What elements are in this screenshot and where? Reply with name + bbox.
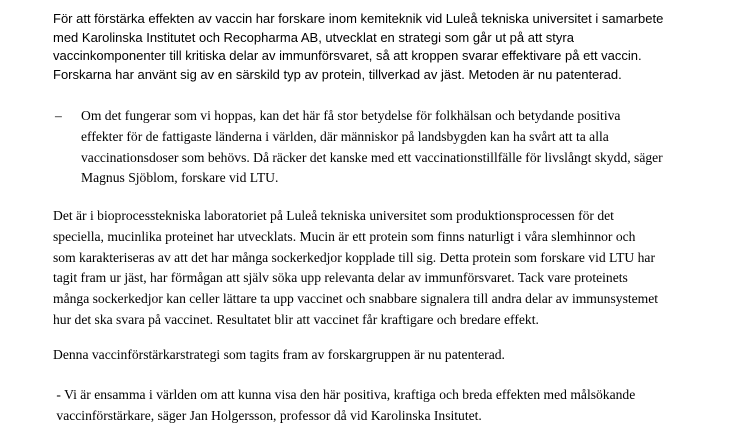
lead-line: Forskarna har använt sig av en särskild typ av protein, tillverkad av jäst. Metoden är nu patenterad. (53, 66, 622, 82)
quote-dash: – (55, 108, 62, 123)
body-line: många sockerkedjor kan celler lättare ta upp vaccinet och snabbare signalera till andra delar av immunsystemet (53, 291, 659, 307)
body-paragraph-patent (53, 345, 743, 366)
lead-line: vaccinkomponenter till kritiska delar av immunförsvaret, så att kroppen svarar effektivare på ett vaccin. (53, 48, 642, 63)
quote-line: vaccinförstärkare, säger Jan Holgersson, professor då vid Karolinska Insitutet. (53, 407, 482, 423)
quote-line: Magnus Sjöblom, forskare vid LTU. (81, 170, 279, 186)
lead-paragraph (53, 10, 733, 84)
body-line: hur det ska svara på vaccinet. Resultatet blir att vaccinet får kraftigare och bredare effekt. (53, 311, 539, 327)
body-line: Det är i bioprocesstekniska laboratoriet på Luleå tekniska universitet som produktionsprocessen för det (53, 208, 614, 223)
quote-paragraph-holgersson (53, 385, 743, 427)
lead-line: För att förstärka effekten av vaccin har forskare inom kemiteknik vid Luleå tekniska universitet i samarbete (53, 11, 664, 26)
lead-line: med Karolinska Institutet och Recopharma AB, utvecklat en strategi som går ut på att styra (53, 29, 574, 45)
body-paragraph-lab (53, 206, 743, 331)
quote-line: - Vi är ensamma i världen om att kunna visa den här positiva, kraftiga och breda effekten med målsökande (53, 387, 636, 402)
quote-line: effekter för de fattigaste länderna i världen, där människor på landsbygden kan ha svårt att ta alla (81, 128, 609, 144)
body-line: tagit fram ur jäst, har förmågan att själv söka upp relevanta delar av immunförsvaret. Tack vare proteinets (53, 270, 628, 286)
body-line: som karakteriseras av att det har många sockerkedjor kopplade till sig. Detta protein som forskare vid LTU har (53, 249, 655, 265)
quote-line: Om det fungerar som vi hoppas, kan det här få stor betydelse för folkhälsan och betydande positiva (81, 108, 621, 123)
quote-line: vaccinationsdoser som behövs. Då räcker det kanske med ett vaccinationstillfälle för livslångt skydd, säger (81, 149, 663, 165)
body-line: Denna vaccinförstärkarstrategi som tagits fram av forskargruppen är nu patenterad. (53, 347, 505, 362)
body-line: speciella, mucinlika proteinet har utvecklats. Mucin är ett protein som finns naturligt i våra slemhinnor och (53, 228, 636, 244)
quote-paragraph (81, 106, 741, 189)
